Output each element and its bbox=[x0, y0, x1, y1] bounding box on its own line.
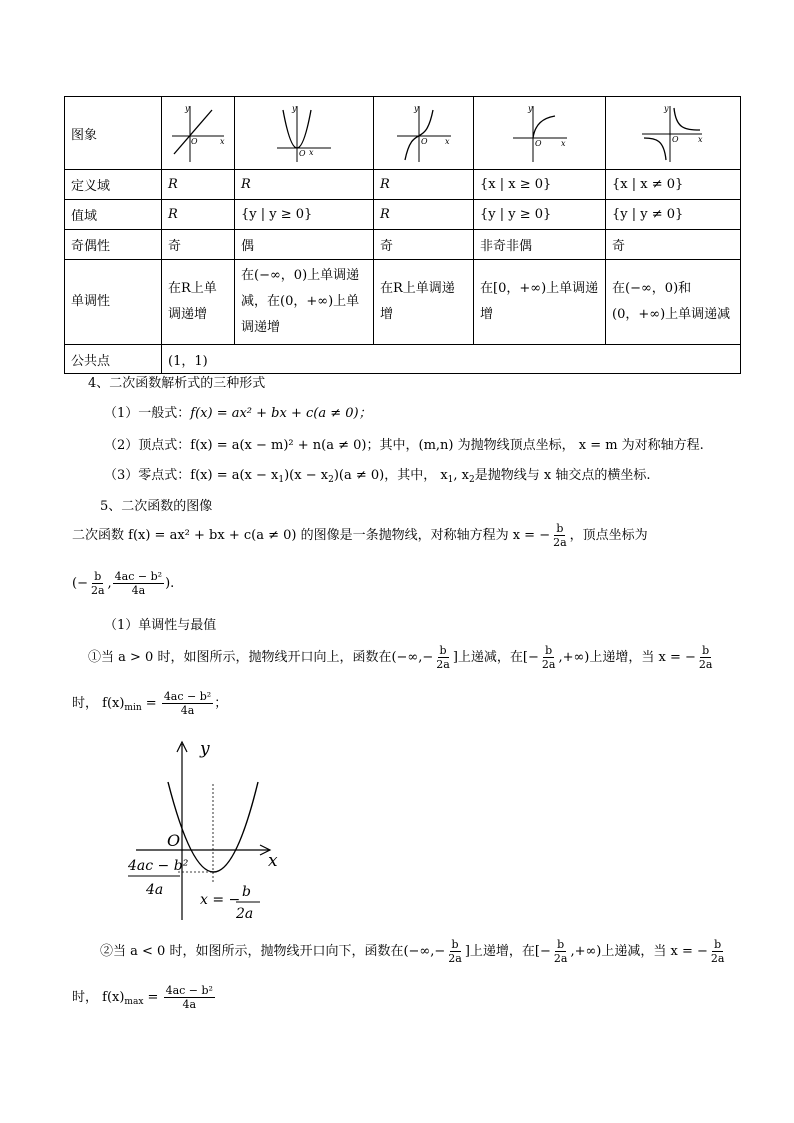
section4-heading: 4、二次函数解析式的三种形式 bbox=[88, 376, 266, 391]
general-form-formula: f(x) = ax² + bx + c(a ≠ 0)； bbox=[190, 406, 372, 421]
vertex-form bbox=[104, 434, 704, 453]
frac-num: 4ac − b² bbox=[163, 690, 212, 703]
frac-den: 4a bbox=[182, 998, 197, 1011]
case1-part: ①当 a > 0 时，如图所示，抛物线开口向上，函数在(−∞,− bbox=[88, 650, 434, 665]
row-header-common-point: 公共点 bbox=[65, 345, 162, 374]
table-cell: 在(−∞，0)和(0，+∞)上单调递减 bbox=[606, 260, 741, 345]
frac-num: 4ac − b² bbox=[114, 570, 163, 583]
case2-text bbox=[100, 938, 727, 965]
frac-den: 2a bbox=[553, 536, 567, 549]
graph-y-eq-x2 bbox=[235, 97, 374, 170]
case1-part: ,+∞)上递增，当 x = − bbox=[558, 650, 696, 665]
case1-part: ]上递减，在[− bbox=[452, 650, 539, 665]
cubic-graph-icon bbox=[393, 102, 455, 164]
table-cell: 奇 bbox=[162, 230, 235, 260]
table-cell: R bbox=[374, 200, 474, 230]
table-cell: R bbox=[235, 170, 374, 200]
figure-vertex-y-den: 4a bbox=[146, 882, 164, 898]
case2-part: ,+∞)上递减，当 x = − bbox=[570, 944, 708, 959]
parabola-graph-icon bbox=[273, 102, 335, 164]
frac-num: b bbox=[439, 644, 447, 657]
figure-origin-label: O bbox=[167, 831, 181, 850]
table-cell: {y | y ≠ 0} bbox=[606, 200, 741, 230]
general-form bbox=[104, 402, 372, 421]
figure-y-label: y bbox=[200, 739, 210, 759]
graph-x-label: x bbox=[444, 137, 450, 146]
frac-num: b bbox=[451, 938, 459, 951]
figure-axis-eq-den: 2a bbox=[236, 906, 254, 922]
frac-den: 2a bbox=[698, 658, 713, 671]
fraction-vertex-y bbox=[162, 690, 213, 717]
figure-axis-eq-num: b bbox=[242, 884, 251, 900]
case2-max-text: 时， f(x) bbox=[72, 990, 125, 1005]
table-cell: R bbox=[374, 170, 474, 200]
graph-x-label: x bbox=[309, 148, 314, 157]
frac-num: b bbox=[702, 644, 710, 657]
line-graph-icon bbox=[168, 102, 230, 164]
section5-intro bbox=[72, 522, 648, 549]
case2-part: ②当 a < 0 时，如图所示，抛物线开口向下，函数在(−∞,− bbox=[100, 944, 446, 959]
vertex-coordinate: (− $\frac{b}{2a}$ , $\frac{\text{4ac − b²}}{4a}$ ). bbox=[72, 570, 175, 597]
frac-den: 4a bbox=[131, 584, 146, 597]
table-cell: 奇 bbox=[606, 230, 741, 260]
graph-origin-label: O bbox=[534, 139, 542, 148]
zero-form-formula-part: , x bbox=[453, 468, 470, 483]
graph-y-label: y bbox=[527, 104, 533, 113]
table-cell: {x | x ≥ 0} bbox=[474, 170, 606, 200]
case1-text bbox=[88, 644, 715, 671]
fraction-b-2a bbox=[552, 938, 570, 965]
zero-form-formula-part: f(x) = a(x − x bbox=[190, 468, 279, 483]
min-subscript: min bbox=[124, 703, 142, 713]
fraction-vertex-y bbox=[113, 570, 164, 597]
frac-den: 2a bbox=[90, 584, 105, 597]
table-cell: {y | y ≥ 0} bbox=[235, 200, 374, 230]
frac-den: 2a bbox=[541, 658, 556, 671]
hyperbola-graph-icon bbox=[638, 102, 708, 164]
case1-min-text: 时， f(x) bbox=[72, 696, 125, 711]
section5-heading: 5、二次函数的图像 bbox=[100, 499, 213, 514]
sqrt-graph-icon bbox=[509, 102, 571, 164]
frac-den: 4a bbox=[180, 704, 195, 717]
table-row-graph bbox=[65, 97, 741, 170]
frac-num: 4ac − b² bbox=[165, 984, 213, 997]
function-properties-table bbox=[64, 96, 741, 374]
figure-vertex-y-num: 4ac − b² bbox=[128, 858, 189, 874]
row-header-graph: 图象 bbox=[65, 97, 162, 170]
graph-y-label: y bbox=[185, 104, 190, 113]
intro-text: 二次函数 f(x) = ax² + bx + c(a ≠ 0) 的图像是一条抛物线，对称轴方程为 x = − bbox=[72, 528, 551, 543]
general-form-label: （1）一般式： bbox=[104, 406, 191, 421]
frac-den: 2a bbox=[436, 658, 450, 671]
zero-form-formula-part: )(a ≠ 0)，其中， x bbox=[333, 468, 448, 483]
max-subscript: max bbox=[124, 997, 144, 1007]
table-cell: 偶 bbox=[235, 230, 374, 260]
fraction-b-2a bbox=[540, 644, 558, 671]
graph-y-label: y bbox=[413, 104, 419, 113]
vertex-form-label: （2）顶点式： bbox=[104, 438, 191, 453]
table-cell: (1，1) bbox=[162, 345, 741, 374]
table-cell: R bbox=[162, 170, 235, 200]
frac-num: b bbox=[545, 644, 553, 657]
frac-den: 2a bbox=[448, 952, 462, 965]
fraction-b-2a bbox=[709, 938, 727, 965]
sub1-heading: （1）单调性与最值 bbox=[104, 618, 217, 633]
graph-y-label: y bbox=[292, 104, 297, 113]
table-cell: 在R上单调递增 bbox=[162, 260, 235, 345]
graph-x-label: x bbox=[560, 139, 566, 148]
row-header-range: 值域 bbox=[65, 200, 162, 230]
parabola-figure bbox=[120, 734, 300, 926]
zero-form-formula-part: )(x − x bbox=[284, 468, 329, 483]
graph-y-eq-x bbox=[162, 97, 235, 170]
case2-max: 时， $f(x)_{max}$ = $\frac{\text{4ac − b²}}{4a}$ bbox=[72, 984, 213, 1011]
vertex-form-formula: f(x) = a(x − m)² + n(a ≠ 0)；其中，(m,n) 为抛物线顶点坐标， x = m 为对称轴方程. bbox=[190, 438, 704, 453]
graph-y-eq-x3 bbox=[374, 97, 474, 170]
graph-y-eq-sqrtx bbox=[474, 97, 606, 170]
row-header-domain: 定义域 bbox=[65, 170, 162, 200]
table-cell: 奇 bbox=[374, 230, 474, 260]
table-row-domain bbox=[65, 170, 741, 200]
graph-origin-label: O bbox=[672, 135, 679, 144]
graph-origin-label: O bbox=[191, 137, 198, 146]
graph-x-label: x bbox=[220, 137, 225, 146]
table-cell: {x | x ≠ 0} bbox=[606, 170, 741, 200]
frac-den: 2a bbox=[710, 952, 725, 965]
graph-origin-label: O bbox=[299, 149, 306, 158]
table-row-common-point bbox=[65, 345, 741, 374]
table-cell: {y | y ≥ 0} bbox=[474, 200, 606, 230]
graph-y-label: y bbox=[664, 104, 669, 113]
table-row-parity bbox=[65, 230, 741, 260]
fraction-b-2a bbox=[434, 644, 452, 671]
coord-text: ). bbox=[165, 576, 175, 591]
zero-form-formula-part: 是抛物线与 x 轴交点的横坐标. bbox=[474, 468, 651, 483]
frac-num: b bbox=[557, 938, 565, 951]
frac-den: 2a bbox=[553, 952, 568, 965]
table-cell: 非奇非偶 bbox=[474, 230, 606, 260]
table-cell: R bbox=[162, 200, 235, 230]
table-cell: 在(−∞，0)上单调递减，在(0，+∞)上单调递增 bbox=[235, 260, 374, 345]
case2-part: ]上递增，在[− bbox=[464, 944, 551, 959]
table-cell: 在[0，+∞)上单调递增 bbox=[474, 260, 606, 345]
frac-num: b bbox=[556, 522, 564, 535]
fraction-b-2a bbox=[697, 644, 715, 671]
fraction-b-2a bbox=[551, 522, 569, 549]
zero-form-label: （3）零点式： bbox=[104, 468, 191, 483]
row-header-parity: 奇偶性 bbox=[65, 230, 162, 260]
fraction-b-2a bbox=[446, 938, 464, 965]
coord-text: (− bbox=[72, 576, 88, 591]
fraction-vertex-y bbox=[164, 984, 215, 1011]
figure-axis-eq-prefix: x = − bbox=[200, 892, 241, 908]
frac-num: b bbox=[714, 938, 722, 951]
graph-y-eq-1overx bbox=[606, 97, 741, 170]
graph-origin-label: O bbox=[420, 137, 428, 146]
frac-num: b bbox=[94, 570, 102, 583]
figure-x-label: x bbox=[268, 851, 278, 871]
case1-min-text: ； bbox=[214, 696, 228, 711]
fraction-b-2a bbox=[89, 570, 107, 597]
case1-min: 时， $f(x)_{min}$ = $\frac{\text{4ac − b²}}{4a}$ ； bbox=[72, 690, 228, 717]
table-row-range bbox=[65, 200, 741, 230]
intro-text: ，顶点坐标为 bbox=[569, 528, 648, 543]
table-row-monotonicity bbox=[65, 260, 741, 345]
row-header-monotonicity: 单调性 bbox=[65, 260, 162, 345]
graph-x-label: x bbox=[698, 135, 703, 144]
zero-form: （3）零点式：$f(x) = a(x - x_1)(x - x_2)(a \ne 0)$，其中， $x_1$, $x_2$是抛物线与 x 轴交点的横坐标. bbox=[104, 468, 651, 485]
table-cell: 在R上单调递增 bbox=[374, 260, 474, 345]
